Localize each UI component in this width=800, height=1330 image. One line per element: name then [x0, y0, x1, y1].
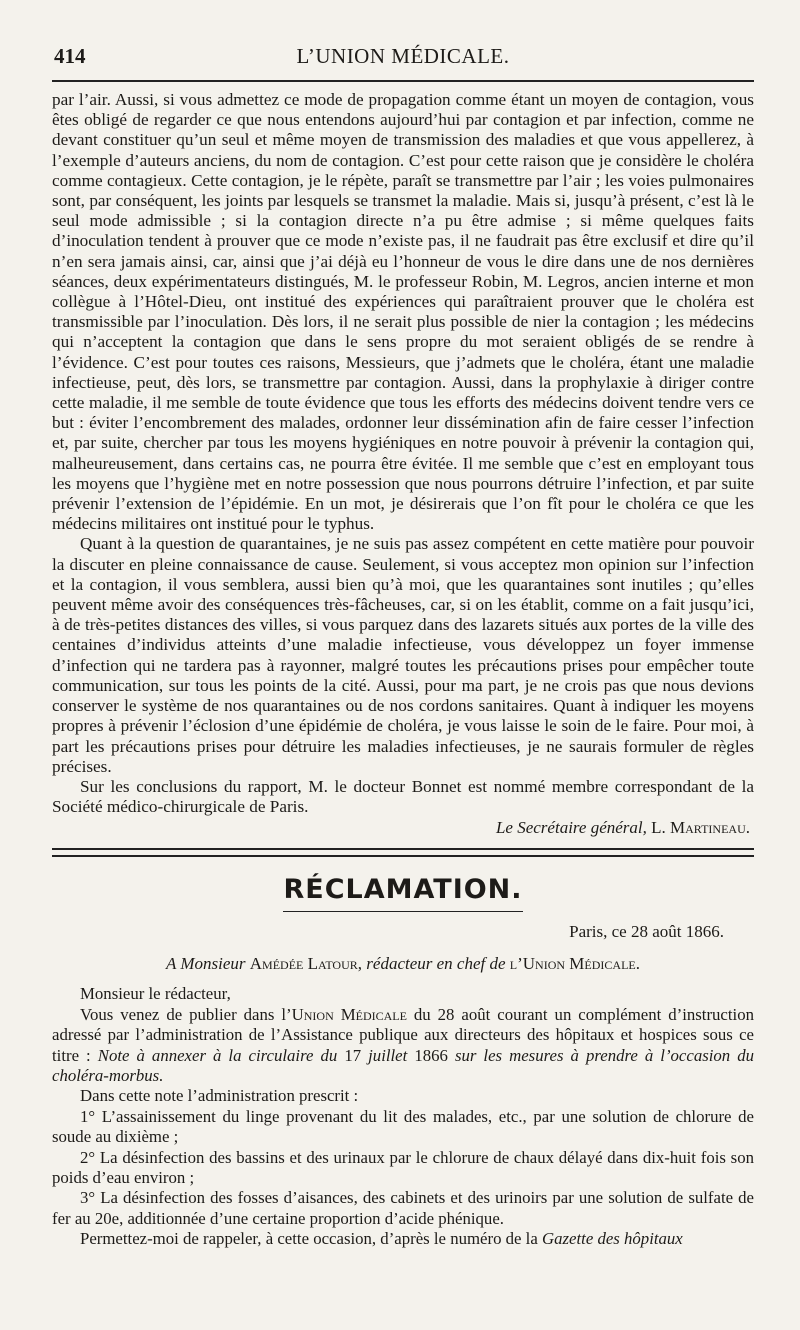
title-underline: [283, 911, 523, 912]
paragraph-contagion: par l’air. Aussi, si vous admettez ce mode de propagation comme étant un moyen de contagion, vous êtes obligé de regarder ce que nous entendons aujourd’hui par contagion et par infection, comme ne devant constituer qu’un seul et même moyen de transmission des maladies et que vous appellerez, à l’exemple d’auteurs anciens, du nom de contagion. C’est pour cette raison que je considère le choléra comme contagieux. Cette contagion, je le répète, paraît se transmettre par l’air ; les voies pulmonaires sont, par conséquent, les joints par lesquels se transmet la maladie. Mais si, jusqu’à présent, c’est là le seul mode admissible ; si la contagion directe n’a pu être admise ; si même quelques faits d’inoculation tendent à prouver que ce mode n’existe pas, il ne faudrait pas être exclusif et dire qu’il n’en sera jamais ainsi, car, ainsi que j’ai déjà eu l’honneur de vous le dire dans une de nos dernières séances, deux expérimentateurs distingués, M. le professeur Robin, M. Legros, ancien interne et mon collègue à l’Hôtel-Dieu, ont institué des expériences qui paraîtraient prouver que le choléra est transmissible par l’inoculation. Dès lors, il ne serait plus possible de nier la contagion ; les médecins qui n’acceptent la contagion que dans le sens propre du mot seraient obligés de se rendre à l’évidence. C’est pour toutes ces raisons, Messieurs, que j’admets que le choléra, étant une maladie infectieuse, peut, dès lors, se transmettre par contagion. Aussi, dans la prophylaxie à diriger contre cette maladie, il me semble de toute évidence que tous les efforts des médecins doivent tendre vers ce but : éviter l’encombrement des malades, ordonner leur dissémination afin de faire cesser l’infection et, par suite, chercher par tous les moyens hygiéniques en notre pouvoir à prévenir la contagion qui, malheureusement, dans certains cas, ne pourra être évitée. Il me semble que c’est en employant tous les moyens que l’hygiène met en notre possession que nous pourrons détruire l’infection, et par suite prévenir l’extension de l’épidémie. En un mot, je désirerais que l’on fît pour le choléra ce que les médecins militaires ont institué pour le typhus.: [52, 90, 754, 534]
section-divider: [52, 848, 754, 857]
note-title: sur les mesures à prendre à l’occasion du choléra-morbus.: [52, 1045, 755, 1085]
letter-salutation: Monsieur le rédacteur,: [80, 984, 231, 1004]
note-title: Note à annexer à la circulaire du: [97, 1045, 338, 1065]
letter-body: [52, 984, 754, 1249]
letter-paragraph-2: Dans cette note l’administration prescrit :: [80, 1086, 359, 1106]
journal-name: Gazette des hôpitaux: [542, 1229, 683, 1249]
header-rule: [52, 80, 754, 82]
text-run: Vous venez de publier dans l’: [80, 1004, 292, 1024]
addressee-name: Amédée Latour,: [249, 954, 363, 974]
letter-addressee: [52, 954, 754, 974]
paragraph-conclusions: Sur les conclusions du rapport, M. le docteur Bonnet est nommé membre correspondant de la Société médico-chirurgicale de Paris.: [52, 776, 754, 817]
addressee-journal: l’Union Médicale.: [509, 954, 640, 974]
paragraph-quarantaines: Quant à la question de quarantaines, je ne suis pas assez compétent en cette matière pour pouvoir la discuter en pleine connaissance de cause. Seulement, si vous acceptez mon opinion sur l’infection et la contagion, il vous semblera, aussi bien qu’à moi, que les quarantaines sont inutiles ; qu’elles peuvent même avoir des conséquences très-fâcheuses, car, si on les établit, comme on a fait jusqu’ici, à de très-petites distances des villes, si vous parquez dans des lazarets situés aux portes de la ville des centaines d’individus atteints d’une maladie infectieuse, vous développez un foyer immense d’infection qui ne tardera pas à rayonner, malgré toutes les précautions prises pour empêcher toute communication, sur tous les points de la cité. Aussi, pour ma part, je ne crois pas que nous devions conserver le système de nos quarantaines ou de nos cordons sanitaires. Quant à indiquer les moyens propres à prévenir l’éclosion d’une épidémie de choléra, je vous laisse le soin de le faire. Pour moi, à part les précautions prises pour détruire les maladies infectieuses, je ne saurais formuler de règles précises.: [52, 534, 754, 776]
list-item: 3° La désinfection des fosses d’aisances, des cabinets et des urinoirs par une solution de sulfate de fer au 20e, additionnée d’une certaine proportion d’acide phénique.: [52, 1188, 754, 1228]
page-header: [52, 40, 754, 74]
letter-paragraph-1: [52, 1005, 754, 1087]
note-title: juillet: [368, 1045, 408, 1065]
addressee-prefix: A Monsieur: [166, 954, 246, 974]
journal-name: Union Médicale: [291, 1004, 407, 1024]
signature: [52, 818, 754, 838]
article-body: [52, 90, 754, 1250]
page-number: 414: [54, 44, 86, 68]
signature-name: L. Martineau.: [651, 818, 750, 838]
signature-role: Le Secrétaire général,: [495, 818, 647, 838]
list-item: 1° L’assainissement du linge provenant du lit des malades, etc., par une solution de chlorure de soude au dixième ;: [52, 1106, 754, 1147]
addressee-suffix: rédacteur en chef de: [366, 954, 506, 974]
list-item: 2° La désinfection des bassins et des urinaux par le chlorure de chaux délayé dans dix-huit fois son poids d’eau environ ;: [52, 1147, 754, 1187]
letter-paragraph-3: [52, 1229, 754, 1249]
text-run: 17: [337, 1045, 369, 1065]
text-run: 1866: [407, 1045, 455, 1065]
running-title: L’UNION MÉDICALE.: [296, 44, 510, 68]
letter-dateline: Paris, ce 28 août 1866.: [569, 922, 724, 942]
text-run: du 28 août courant un complément d’instruction adressé par l’administration de l’Assistance publique aux directeurs des hôpitaux et hospices sous ce titre :: [52, 1004, 754, 1065]
text-run: Permettez-moi de rappeler, à cette occasion, d’après le numéro de la: [80, 1229, 542, 1249]
section-title: RÉCLAMATION.: [283, 874, 523, 906]
